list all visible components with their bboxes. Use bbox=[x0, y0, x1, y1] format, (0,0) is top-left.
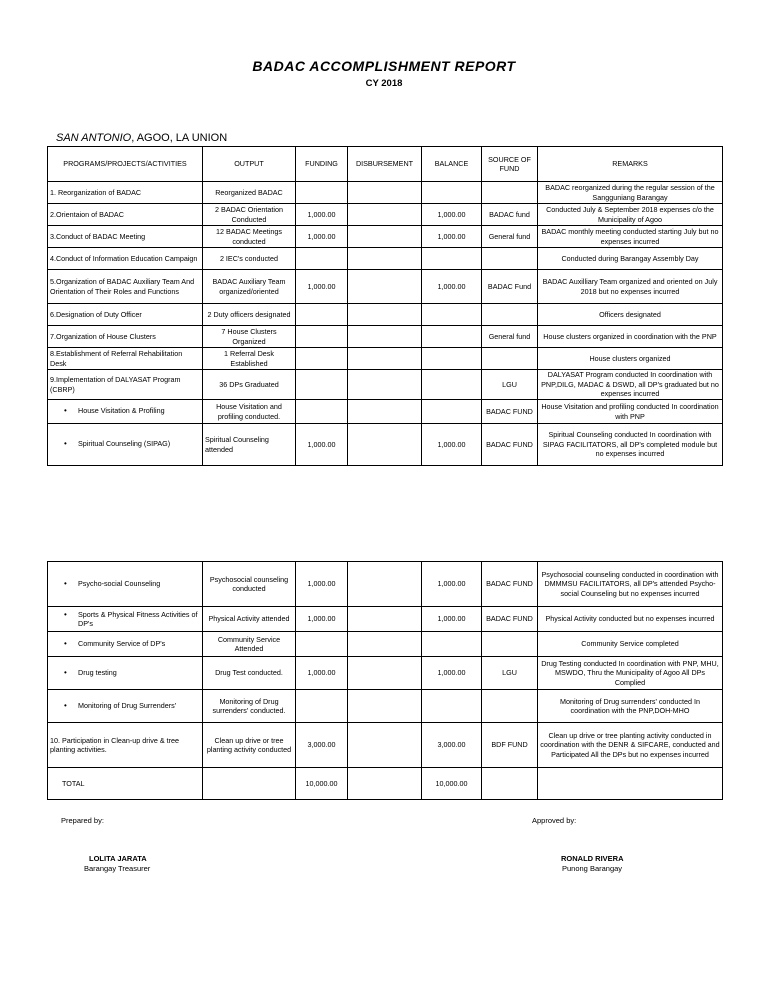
balance-cell: 1,000.00 bbox=[422, 226, 482, 248]
bullet-icon: • bbox=[64, 439, 67, 449]
activity-text: Community Service of DP's bbox=[78, 638, 166, 648]
disbursement-cell bbox=[348, 270, 422, 304]
activity-cell bbox=[48, 400, 203, 424]
activity-cell bbox=[48, 632, 203, 657]
output-cell: 1 Referral Desk Established bbox=[203, 348, 296, 370]
source-cell: General fund bbox=[482, 226, 538, 248]
source-cell: BADAC FUND bbox=[482, 424, 538, 466]
disbursement-cell bbox=[348, 348, 422, 370]
disbursement-cell bbox=[348, 204, 422, 226]
activity-cell bbox=[48, 657, 203, 690]
col-source-of-fund: SOURCE OF FUND bbox=[482, 147, 538, 182]
activity-cell: 3.Conduct of BADAC Meeting bbox=[48, 226, 203, 248]
activity-cell: 9.Implementation of DALYASAT Program (CBRP) bbox=[48, 370, 203, 400]
source-cell: LGU bbox=[482, 657, 538, 690]
output-cell: Clean up drive or tree planting activity conducted bbox=[203, 723, 296, 768]
balance-cell: 3,000.00 bbox=[422, 723, 482, 768]
balance-cell: 1,000.00 bbox=[422, 270, 482, 304]
source-cell bbox=[482, 348, 538, 370]
disbursement-cell bbox=[348, 657, 422, 690]
table-row bbox=[48, 657, 723, 690]
source-cell: BADAC Fund bbox=[482, 270, 538, 304]
output-cell: Drug Test conducted. bbox=[203, 657, 296, 690]
funding-cell bbox=[296, 370, 348, 400]
col-remarks: REMARKS bbox=[538, 147, 723, 182]
table-row bbox=[48, 348, 723, 370]
report-year: CY 2018 bbox=[365, 78, 403, 89]
bullet-icon: • bbox=[64, 406, 67, 416]
source-cell: BADAC FUND bbox=[482, 607, 538, 632]
source-cell: BADAC FUND bbox=[482, 400, 538, 424]
table-row bbox=[48, 424, 723, 466]
table-header-row bbox=[48, 147, 723, 182]
balance-cell bbox=[422, 326, 482, 348]
approved-by-name: RONALD RIVERA bbox=[561, 854, 624, 863]
remarks-cell: House Visitation and profiling conducted In coordination with PNP bbox=[538, 400, 723, 424]
source-cell: General fund bbox=[482, 326, 538, 348]
disbursement-cell bbox=[348, 723, 422, 768]
source-cell bbox=[482, 768, 538, 800]
disbursement-cell bbox=[348, 690, 422, 723]
output-cell: Monitoring of Drug surrenders' conducted. bbox=[203, 690, 296, 723]
source-cell bbox=[482, 632, 538, 657]
disbursement-cell bbox=[348, 632, 422, 657]
remarks-cell: Conducted July & September 2018 expenses c/o the Municipality of Agoo bbox=[538, 204, 723, 226]
table-row bbox=[48, 226, 723, 248]
remarks-cell: BADAC monthly meeting conducted starting July but no expenses incurred bbox=[538, 226, 723, 248]
source-cell: BADAC fund bbox=[482, 204, 538, 226]
remarks-cell: Psychosocial counseling conducted in coordination with DMMMSU FACILITATORS, all DP's attended Psycho-social Counseling but no expenses incurred bbox=[538, 562, 723, 607]
balance-cell bbox=[422, 690, 482, 723]
remarks-cell: BADAC Auxilliary Team organized and oriented on July 2018 but no expenses incurred bbox=[538, 270, 723, 304]
table-row bbox=[48, 723, 723, 768]
remarks-cell: House clusters organized bbox=[538, 348, 723, 370]
balance-cell: 1,000.00 bbox=[422, 657, 482, 690]
funding-cell bbox=[296, 690, 348, 723]
remarks-cell bbox=[538, 768, 723, 800]
funding-cell: 1,000.00 bbox=[296, 204, 348, 226]
output-cell: House Visitation and profiling conducted. bbox=[203, 400, 296, 424]
activity-cell: 1. Reorganization of BADAC bbox=[48, 182, 203, 204]
total-row bbox=[48, 768, 723, 800]
disbursement-cell bbox=[348, 400, 422, 424]
table-row bbox=[48, 304, 723, 326]
remarks-cell: DALYASAT Program conducted In coordination with PNP,DILG, MADAC & DSWD, all DP's graduated but no expenses incurred bbox=[538, 370, 723, 400]
source-cell: BDF FUND bbox=[482, 723, 538, 768]
remarks-cell: Spiritual Counseling conducted In coordination with SIPAG FACILITATORS, all DP's completed module but no expenses incurred bbox=[538, 424, 723, 466]
total-funding: 10,000.00 bbox=[296, 768, 348, 800]
activity-text: Monitoring of Drug Surrenders' bbox=[78, 700, 177, 710]
disbursement-cell bbox=[348, 226, 422, 248]
source-cell bbox=[482, 248, 538, 270]
balance-cell: 1,000.00 bbox=[422, 607, 482, 632]
output-cell: 7 House Clusters Organized bbox=[203, 326, 296, 348]
bullet-icon: • bbox=[64, 578, 67, 588]
output-cell: Reorganized BADAC bbox=[203, 182, 296, 204]
table-row bbox=[48, 370, 723, 400]
prepared-by-label: Prepared by: bbox=[61, 816, 104, 825]
remarks-cell: Conducted during Barangay Assembly Day bbox=[538, 248, 723, 270]
funding-cell: 1,000.00 bbox=[296, 607, 348, 632]
approved-by-role: Punong Barangay bbox=[562, 864, 623, 873]
source-cell bbox=[482, 304, 538, 326]
table-row bbox=[48, 607, 723, 632]
source-cell bbox=[482, 690, 538, 723]
table-row bbox=[48, 204, 723, 226]
activity-cell bbox=[48, 562, 203, 607]
report-title: BADAC ACCOMPLISHMENT REPORT bbox=[252, 58, 516, 74]
bullet-icon: • bbox=[64, 638, 67, 648]
remarks-cell: Physical Activity conducted but no expenses incurred bbox=[538, 607, 723, 632]
remarks-cell: Officers designated bbox=[538, 304, 723, 326]
funding-cell bbox=[296, 348, 348, 370]
output-cell: Physical Activity attended bbox=[203, 607, 296, 632]
disbursement-cell bbox=[348, 326, 422, 348]
accomplishment-table-2 bbox=[47, 561, 723, 800]
output-cell: BADAC Auxiliary Team organized/oriented bbox=[203, 270, 296, 304]
location-barangay: SAN ANTONIO bbox=[56, 132, 132, 144]
disbursement-cell bbox=[348, 607, 422, 632]
total-label: TOTAL bbox=[48, 768, 203, 800]
funding-cell: 1,000.00 bbox=[296, 562, 348, 607]
prepared-by-role: Barangay Treasurer bbox=[84, 864, 151, 873]
col-balance: BALANCE bbox=[422, 147, 482, 182]
funding-cell bbox=[296, 400, 348, 424]
remarks-cell: House clusters organized in coordination with the PNP bbox=[538, 326, 723, 348]
funding-cell: 1,000.00 bbox=[296, 424, 348, 466]
balance-cell bbox=[422, 304, 482, 326]
output-cell: Spiritual Counseling attended bbox=[203, 424, 296, 466]
output-cell: 36 DPs Graduated bbox=[203, 370, 296, 400]
disbursement-cell bbox=[348, 562, 422, 607]
balance-cell: 1,000.00 bbox=[422, 562, 482, 607]
accomplishment-table-1 bbox=[47, 146, 723, 466]
remarks-cell: Community Service completed bbox=[538, 632, 723, 657]
balance-cell bbox=[422, 370, 482, 400]
table-row bbox=[48, 400, 723, 424]
table-row bbox=[48, 632, 723, 657]
col-funding: FUNDING bbox=[296, 147, 348, 182]
col-activities: PROGRAMS/PROJECTS/ACTIVITIES bbox=[48, 147, 203, 182]
table-row bbox=[48, 326, 723, 348]
activity-text: House Visitation & Profiling bbox=[78, 406, 165, 416]
funding-cell: 1,000.00 bbox=[296, 226, 348, 248]
bullet-icon: • bbox=[64, 667, 67, 677]
activity-cell bbox=[48, 424, 203, 466]
balance-cell: 1,000.00 bbox=[422, 204, 482, 226]
funding-cell bbox=[296, 632, 348, 657]
disbursement-cell bbox=[348, 424, 422, 466]
total-balance: 10,000.00 bbox=[422, 768, 482, 800]
remarks-cell: Drug Testing conducted In coordination with PNP, MHU, MSWDO, Thru the Municipality of Agoo All DPs Complied bbox=[538, 657, 723, 690]
disbursement-cell bbox=[348, 370, 422, 400]
output-cell: Psychosocial counseling conducted bbox=[203, 562, 296, 607]
bullet-icon: • bbox=[64, 700, 67, 710]
funding-cell bbox=[296, 326, 348, 348]
funding-cell: 3,000.00 bbox=[296, 723, 348, 768]
location-municipality: , AGOO, LA UNION bbox=[131, 132, 228, 144]
balance-cell bbox=[422, 348, 482, 370]
output-cell: 2 BADAC Orientation Conducted bbox=[203, 204, 296, 226]
table-row bbox=[48, 182, 723, 204]
bullet-icon: • bbox=[64, 609, 67, 619]
remarks-cell: Monitoring of Drug surrenders' conducted In coordination with the PNP,DOH-MHO bbox=[538, 690, 723, 723]
balance-cell bbox=[422, 400, 482, 424]
activity-cell bbox=[48, 607, 203, 632]
disbursement-cell bbox=[348, 182, 422, 204]
remarks-cell: Clean up drive or tree planting activity conducted in coordination with the DENR & SIFCARE, conducted and Participated All the DPs but no expenses incurred bbox=[538, 723, 723, 768]
activity-cell: 2.Orientaion of BADAC bbox=[48, 204, 203, 226]
col-disbursement: DISBURSEMENT bbox=[348, 147, 422, 182]
funding-cell bbox=[296, 248, 348, 270]
table-row bbox=[48, 690, 723, 723]
activity-cell: 4.Conduct of Information Education Campaign bbox=[48, 248, 203, 270]
source-cell bbox=[482, 182, 538, 204]
activity-cell: 5.Organization of BADAC Auxiliary Team And Orientation of Their Roles and Functions bbox=[48, 270, 203, 304]
activity-cell bbox=[48, 690, 203, 723]
activity-cell: 6.Designation of Duty Officer bbox=[48, 304, 203, 326]
prepared-by-name: LOLITA JARATA bbox=[89, 854, 147, 863]
location bbox=[56, 132, 227, 144]
disbursement-cell bbox=[348, 768, 422, 800]
table-row bbox=[48, 562, 723, 607]
funding-cell: 1,000.00 bbox=[296, 657, 348, 690]
output-cell bbox=[203, 768, 296, 800]
source-cell: LGU bbox=[482, 370, 538, 400]
output-cell: Community Service Attended bbox=[203, 632, 296, 657]
activity-text: Sports & Physical Fitness Activities of DP's bbox=[78, 609, 198, 628]
remarks-cell: BADAC reorganized during the regular session of the Sangguniang Barangay bbox=[538, 182, 723, 204]
funding-cell bbox=[296, 182, 348, 204]
activity-cell: 10. Participation in Clean-up drive & tree planting activities. bbox=[48, 723, 203, 768]
balance-cell bbox=[422, 248, 482, 270]
output-cell: 2 IEC's conducted bbox=[203, 248, 296, 270]
activity-cell: 7.Organization of House Clusters bbox=[48, 326, 203, 348]
disbursement-cell bbox=[348, 248, 422, 270]
col-output: OUTPUT bbox=[203, 147, 296, 182]
source-cell: BADAC FUND bbox=[482, 562, 538, 607]
table-row bbox=[48, 270, 723, 304]
funding-cell bbox=[296, 304, 348, 326]
output-cell: 2 Duty officers designated bbox=[203, 304, 296, 326]
balance-cell: 1,000.00 bbox=[422, 424, 482, 466]
approved-by-label: Approved by: bbox=[532, 816, 577, 825]
balance-cell bbox=[422, 632, 482, 657]
activity-text: Spiritual Counseling (SIPAG) bbox=[78, 439, 171, 449]
activity-cell: 8.Establishment of Referral Rehabilitation Desk bbox=[48, 348, 203, 370]
activity-text: Psycho-social Counseling bbox=[78, 578, 161, 588]
funding-cell: 1,000.00 bbox=[296, 270, 348, 304]
balance-cell bbox=[422, 182, 482, 204]
activity-text: Drug testing bbox=[78, 667, 117, 677]
output-cell: 12 BADAC Meetings conducted bbox=[203, 226, 296, 248]
disbursement-cell bbox=[348, 304, 422, 326]
table-row bbox=[48, 248, 723, 270]
